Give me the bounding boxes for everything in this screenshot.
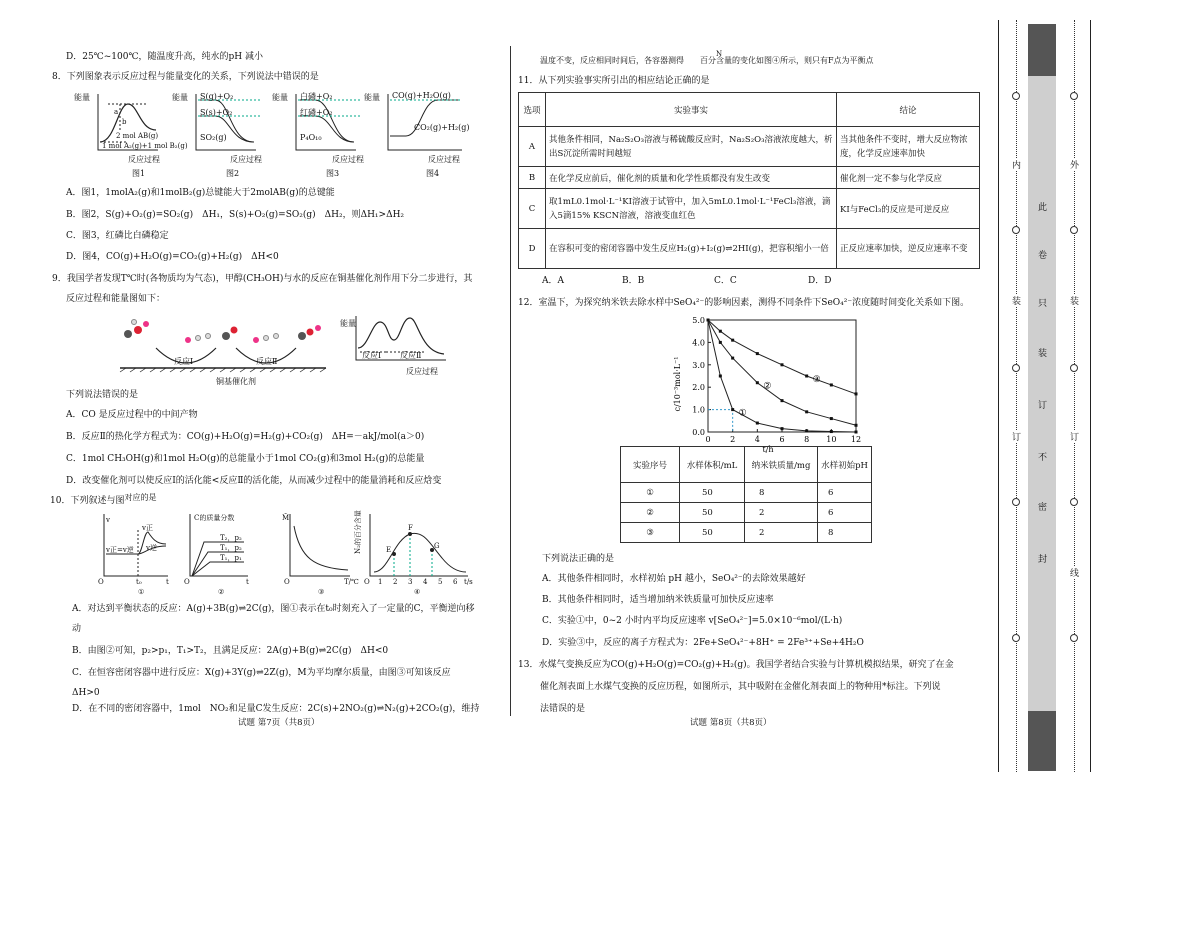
- q11-header-fact: 实验事实: [546, 93, 837, 127]
- fig10-4-e: E: [386, 546, 392, 554]
- q12-header-volume: 水样体积/mL: [680, 447, 745, 483]
- fig10-2-c2: T₁，p₂: [220, 544, 242, 552]
- q9-label-r2: 反应Ⅱ: [400, 351, 422, 360]
- fig10-caption-3: ③: [318, 588, 325, 596]
- fig2-axis-x: 反应过程: [230, 155, 262, 164]
- q10-option-b: B．由图②可知，p₂>p₁，T₁>T₂，且满足反应：2A(g)+B(g)⇌2C(g) ΔH<0: [72, 646, 389, 656]
- q12-cell: ③: [621, 523, 680, 543]
- fig10-4-x1: 1: [378, 578, 383, 586]
- series-label: ①: [738, 408, 747, 419]
- data-point: [756, 381, 759, 384]
- strip-dark-bottom: [1028, 711, 1056, 771]
- q11-row-d-fact: 在容积可变的密闭容器中发生反应H₂(g)+I₂(g)⇌2HI(g)，把容积缩小一倍: [546, 229, 837, 269]
- strip-band: [1028, 76, 1056, 711]
- fig1-label-b: b: [122, 118, 127, 126]
- q13-line-3: 法错误的是: [540, 704, 586, 714]
- q11-row-b-key: B: [519, 167, 546, 189]
- data-point: [805, 410, 808, 413]
- strip-inner-char: 订: [1012, 430, 1021, 443]
- q7-option-d: D．25℃~100℃，随温度升高，纯水的pH 减小: [66, 52, 263, 62]
- q9-label-reaction2: 反应Ⅱ: [256, 357, 278, 366]
- data-point: [731, 339, 734, 342]
- fig10-4-o: O: [364, 578, 370, 586]
- binding-strip: [998, 20, 1090, 772]
- strip-circle: [1070, 226, 1078, 234]
- table-row: [519, 229, 980, 269]
- q9-figure: [116, 312, 456, 388]
- data-point: [830, 430, 833, 433]
- fig10-1-vzheng: v正: [142, 524, 153, 532]
- q10-stem: [50, 494, 156, 508]
- q11-row-c-fact: 取1mL0.1mol·L⁻¹KI溶液于试管中，加入5mL0.1mol·L⁻¹FeCl₃溶液，滴入5滴15% KSCN溶液，溶液变血红色: [546, 189, 837, 229]
- q9-stem-2: 反应过程和能量图如下：: [66, 294, 166, 304]
- data-point: [781, 399, 784, 402]
- footer-page-7: 试题 第7页（共8页）: [238, 718, 320, 728]
- q12-option-a: A．其他条件相同时，水样初始 pH 越小，SeO₄²⁻的去除效果越好: [542, 574, 806, 584]
- q11-row-d-key: D: [519, 229, 546, 269]
- x-tick-label: 0: [705, 435, 711, 444]
- data-point: [805, 429, 808, 432]
- q9-label-reaction1: 反应Ⅰ: [174, 357, 194, 366]
- q10-continued: 温度不变，反应相同时间后，各容器测得 百分含量的变化如图④所示，则只有F点为平衡点: [540, 56, 874, 65]
- fig4-label-products: CO₂(g)+H₂(g): [414, 123, 470, 132]
- q11-header-option: 选项: [519, 93, 546, 127]
- fig10-4-f: F: [408, 524, 413, 532]
- fig4-axis-y: 能量: [364, 93, 380, 102]
- q11-choice-c: C．C: [714, 276, 737, 286]
- q11-row-b-fact: 在化学反应前后，催化剂的质量和化学性质都没有发生改变: [546, 167, 837, 189]
- series-label: ②: [763, 381, 772, 392]
- fig10-4-x5: 5: [438, 578, 443, 586]
- data-point: [756, 422, 759, 425]
- fig10-2-ylabel: C的质量分数: [194, 514, 235, 522]
- y-tick-label: 3.0: [692, 360, 705, 370]
- q10-option-d: D．在不同的密闭容器中，1mol NO₂和足量C发生反应：2C(s)+2NO₂(g)⇌N₂(g)+2CO₂(g)，维持: [72, 704, 480, 714]
- q11-header-conclusion: 结论: [837, 93, 980, 127]
- q13-line-2: 催化剂表面上水煤气变换的反应历程，如图所示，其中吸附在金催化剂表面上的物种用*标注。下列说: [540, 682, 941, 692]
- q9-option-a: A．CO 是反应过程中的中间产物: [66, 410, 198, 420]
- strip-outer-char: 线: [1070, 566, 1079, 579]
- chart-x-axis-label: t/h: [762, 445, 774, 454]
- fig10-caption-4: ④: [414, 588, 421, 596]
- q12-cell: 50: [680, 483, 745, 503]
- fig10-2-o: O: [184, 578, 190, 586]
- fig10-1-veq: v正=v逆: [106, 546, 134, 554]
- strip-center-char: 封: [1038, 555, 1048, 565]
- fig10-4-x3: 3: [408, 578, 413, 586]
- data-point: [731, 357, 734, 360]
- q8-stem: 8．下列图象表示反应过程与能量变化的关系，下列说法中错误的是: [52, 72, 319, 82]
- q12-header-id: 实验序号: [621, 447, 680, 483]
- chart-y-axis-label: c/10⁻³mol·L⁻¹: [673, 356, 682, 412]
- x-tick-label: 6: [779, 435, 785, 444]
- strip-center-char: 卷: [1038, 251, 1048, 261]
- y-tick-label: 5.0: [692, 316, 705, 325]
- fig10-2-c3: T₁，p₁: [220, 554, 242, 562]
- q9-option-c: C．1mol CH₃OH(g)和1mol H₂O(g)的总能量小于1mol CO₂(g)和3mol H₂(g)的总能量: [66, 454, 425, 464]
- data-point: [756, 352, 759, 355]
- q8-option-d: D．图4，CO(g)+H₂O(g)=CO₂(g)+H₂(g) ΔH<0: [66, 252, 279, 262]
- q9-stem-1: 9．我国学者发现T℃时(各物质均为气态)，甲醇(CH₃OH)与水的反应在铜基催化剂作用下分二步进行，其: [52, 274, 473, 284]
- q11-row-b-conclusion: 催化剂一定不参与化学反应: [837, 167, 980, 189]
- strip-dark-top: [1028, 24, 1056, 76]
- q13-line-1: 13．水煤气变换反应为CO(g)+H₂O(g)=CO₂(g)+H₂(g)。我国学者结合实验与计算机模拟结果，研究了在金: [518, 660, 954, 670]
- q11-choice-a: A．A: [542, 276, 564, 286]
- q12-cell: 6: [818, 483, 872, 503]
- strip-center-char: 装: [1038, 349, 1048, 359]
- strip-center-char: 此: [1038, 203, 1048, 213]
- footer-page-8: 试题 第8页（共8页）: [690, 718, 772, 728]
- x-tick-label: 8: [804, 435, 810, 444]
- q10-option-a-1: A．对达到平衡状态的反应：A(g)+3B(g)⇌2C(g)，图①表示在t₀时刻充入了一定量的C，平衡逆向移: [72, 604, 475, 614]
- fig10-2-t: t: [246, 578, 249, 586]
- strip-center-char: 订: [1038, 401, 1048, 411]
- fig2-caption: 图2: [226, 169, 240, 178]
- column-divider: [510, 46, 511, 716]
- q12-cell: 2: [745, 503, 818, 523]
- fig4-label-reactants: CO(g)+H₂O(g): [392, 91, 451, 100]
- fig10-1-vni: v逆: [146, 544, 157, 552]
- strip-center-char: 不: [1038, 453, 1048, 463]
- fig3-axis-x: 反应过程: [332, 155, 364, 164]
- q12-chart: [668, 314, 868, 454]
- strip-circle: [1070, 364, 1078, 372]
- data-point: [719, 341, 722, 344]
- q9-label-catalyst: 铜基催化剂: [216, 377, 256, 386]
- q12-cell: 8: [745, 483, 818, 503]
- table-row: [621, 523, 872, 543]
- fig10-4-x6: 6: [453, 578, 458, 586]
- fig3-caption: 图3: [326, 169, 340, 178]
- fig10-caption-2: ②: [218, 588, 225, 596]
- fig10-1-t0: t₀: [136, 578, 142, 586]
- strip-circle: [1012, 226, 1020, 234]
- q10-continued-sup: N: [716, 50, 723, 58]
- strip-center-char: 密: [1038, 503, 1048, 513]
- fig10-4-g: G: [434, 542, 440, 550]
- fig3-label-red: 红磷+O₂: [300, 108, 333, 117]
- q12-option-b: B．其他条件相同时，适当增加纳米铁质量可加快反应速率: [542, 595, 774, 605]
- fig1-label-a: a: [114, 108, 119, 116]
- fig2-label-so2: SO₂(g): [200, 133, 227, 142]
- table-row: [621, 483, 872, 503]
- fig10-4-ylabel: N₂的百分含量: [354, 510, 362, 554]
- fig10-3-t: T/℃: [344, 578, 359, 586]
- fig3-label-p4o10: P₄O₁₀: [300, 133, 322, 142]
- strip-circle: [1070, 92, 1078, 100]
- data-point: [830, 417, 833, 420]
- fig4-caption: 图4: [426, 169, 440, 178]
- fig2-axis-y: 能量: [172, 93, 188, 102]
- fig1-caption: 图1: [132, 169, 146, 178]
- y-tick-label: 0.0: [692, 428, 705, 437]
- table-row: [621, 503, 872, 523]
- strip-border-right: [1090, 20, 1091, 772]
- strip-circle: [1012, 634, 1020, 642]
- q9-question: 下列说法错误的是: [66, 390, 139, 400]
- x-tick-label: 10: [826, 435, 837, 444]
- q8-option-a: A．图1，1molA₂(g)和1molB₂(g)总键能大于2molAB(g)的总键能: [66, 188, 335, 198]
- fig10-3-o: O: [284, 578, 290, 586]
- strip-circle: [1070, 498, 1078, 506]
- strip-circle: [1012, 498, 1020, 506]
- q10-option-c-2: ΔH>0: [72, 688, 100, 698]
- series-line-1: [708, 320, 856, 432]
- q11-choice-b: B．B: [622, 276, 645, 286]
- strip-circle: [1070, 634, 1078, 642]
- q8-figures: [70, 90, 470, 182]
- data-point: [719, 375, 722, 378]
- strip-circle: [1012, 364, 1020, 372]
- guide-line: [708, 410, 733, 432]
- q8-option-b: B．图2，S(g)+O₂(g)=SO₂(g) ΔH₁，S(s)+O₂(g)=SO₂(g) ΔH₂，则ΔH₁>ΔH₂: [66, 210, 405, 220]
- data-point: [855, 424, 858, 427]
- q11-row-c-key: C: [519, 189, 546, 229]
- strip-dotted-inner: [1016, 20, 1017, 772]
- x-tick-label: 4: [754, 435, 760, 444]
- strip-inner-char: 装: [1012, 294, 1021, 307]
- strip-inner-char: 内: [1012, 158, 1021, 171]
- q10-figures: [98, 510, 498, 594]
- fig10-caption-1: ①: [138, 588, 145, 596]
- strip-border-left: [998, 20, 999, 772]
- data-point: [830, 383, 833, 386]
- series-line-2: [708, 320, 856, 425]
- q10-stem-text: 10．下列叙述与图: [50, 496, 125, 506]
- fig10-3-m: M̄: [282, 514, 290, 522]
- q8-option-c: C．图3，红磷比白磷稳定: [66, 231, 169, 241]
- q10-option-a-2: 动: [72, 624, 82, 634]
- fig3-label-white: 白磷+O₂: [300, 92, 333, 101]
- fig4-axis-x: 反应过程: [428, 155, 460, 164]
- table-row: [519, 189, 980, 229]
- data-point: [805, 375, 808, 378]
- q11-row-a-fact: 其他条件相同，Na₂S₂O₃溶液与稀硫酸反应时，Na₂S₂O₃溶液浓度越大，析出S沉淀所需时间越短: [546, 127, 837, 167]
- fig1-label-ab: 2 mol AB(g): [116, 132, 159, 140]
- series-line-3: [708, 320, 856, 394]
- data-point: [781, 363, 784, 366]
- data-point: [719, 330, 722, 333]
- data-point: [731, 408, 734, 411]
- fig10-4-x2: 2: [393, 578, 398, 586]
- q12-cell: 2: [745, 523, 818, 543]
- q11-row-a-key: A: [519, 127, 546, 167]
- strip-center-char: 只: [1038, 299, 1048, 309]
- x-tick-label: 12: [850, 435, 862, 444]
- data-point: [855, 431, 858, 434]
- q12-question: 下列说法正确的是: [542, 554, 615, 564]
- y-tick-label: 4.0: [692, 338, 705, 348]
- fig10-1-o: O: [98, 578, 104, 586]
- q12-option-d: D．实验③中，反应的离子方程式为：2Fe+SeO₄²⁻+8H⁺ = 2Fe³⁺+Se+4H₂O: [542, 638, 864, 648]
- q10-option-c-1: C．在恒容密闭容器中进行反应：X(g)+3Y(g)⇌2Z(g)，M为平均摩尔质量，由图③可知该反应: [72, 668, 451, 678]
- fig10-1-v: v: [106, 516, 110, 524]
- strip-dotted-outer: [1074, 20, 1075, 772]
- strip-circle: [1012, 92, 1020, 100]
- table-row: [519, 167, 980, 189]
- q9-label-r1: 反应Ⅰ: [362, 351, 382, 360]
- q12-cell: 50: [680, 503, 745, 523]
- q12-table: [620, 446, 872, 543]
- q11-row-c-conclusion: KI与FeCl₃的反应是可逆反应: [837, 189, 980, 229]
- q12-header-ph: 水样初始pH: [818, 447, 872, 483]
- x-tick-label: 2: [730, 435, 736, 444]
- q9-label-energy: 能量: [340, 319, 356, 328]
- q12-cell: ②: [621, 503, 680, 523]
- q12-stem: 12．室温下，为探究纳米铁去除水样中SeO₄²⁻的影响因素，测得不同条件下SeO₄²⁻浓度随时间变化关系如下图。: [518, 298, 970, 308]
- series-label: ③: [812, 375, 821, 385]
- q9-option-b: B．反应Ⅱ的热化学方程式为：CO(g)+H₂O(g)=H₂(g)+CO₂(g) ΔH=－akJ/mol(a＞0): [66, 432, 425, 442]
- fig2-label-ss: S(s)+O₂: [200, 108, 233, 117]
- fig2-label-sg: S(g)+O₂: [200, 92, 234, 101]
- q11-stem: 11．从下列实验事实所引出的相应结论正确的是: [518, 76, 710, 86]
- fig1-label-a2b2: 1 mol A₂(g)+1 mol B₂(g): [102, 142, 188, 150]
- q11-row-d-conclusion: 正反应速率加快，逆反应速率不变: [837, 229, 980, 269]
- q9-label-axis-x: 反应过程: [406, 367, 438, 376]
- q9-option-d: D．改变催化剂可以使反应Ⅰ的活化能<反应Ⅱ的活化能，从而减少过程中的能量消耗和反应焓变: [66, 476, 442, 486]
- data-point: [781, 427, 784, 430]
- strip-outer-char: 订: [1070, 430, 1079, 443]
- q12-option-c: C．实验①中，0~2 小时内平均反应速率 v[SeO₄²⁻]=5.0×10⁻⁶mol/(L·h): [542, 616, 843, 626]
- q12-cell: 50: [680, 523, 745, 543]
- strip-outer-char: 装: [1070, 294, 1079, 307]
- q10-stem-tail: 对应的是: [124, 493, 157, 502]
- q12-cell: 8: [818, 523, 872, 543]
- fig1-axis-y: 能量: [74, 93, 90, 102]
- q11-table: [518, 92, 980, 269]
- fig10-4-x4: 4: [423, 578, 428, 586]
- fig10-4-ts: t/s: [464, 578, 473, 586]
- fig3-axis-y: 能量: [272, 93, 288, 102]
- table-row: [519, 127, 980, 167]
- q11-choice-d: D．D: [808, 276, 832, 286]
- data-point: [707, 319, 710, 322]
- q11-row-a-conclusion: 当其他条件不变时，增大反应物浓度，化学反应速率加快: [837, 127, 980, 167]
- fig10-1-t: t: [166, 578, 169, 586]
- fig10-2-c1: T₂，p₂: [220, 534, 242, 542]
- chart-plot-frame: [708, 320, 856, 432]
- strip-outer-char: 外: [1070, 158, 1079, 171]
- fig1-axis-x: 反应过程: [128, 155, 160, 164]
- y-tick-label: 2.0: [692, 383, 705, 393]
- q12-cell: 6: [818, 503, 872, 523]
- data-point: [855, 392, 858, 395]
- y-tick-label: 1.0: [692, 405, 705, 415]
- q12-cell: ①: [621, 483, 680, 503]
- q12-header-iron: 纳米铁质量/mg: [745, 447, 818, 483]
